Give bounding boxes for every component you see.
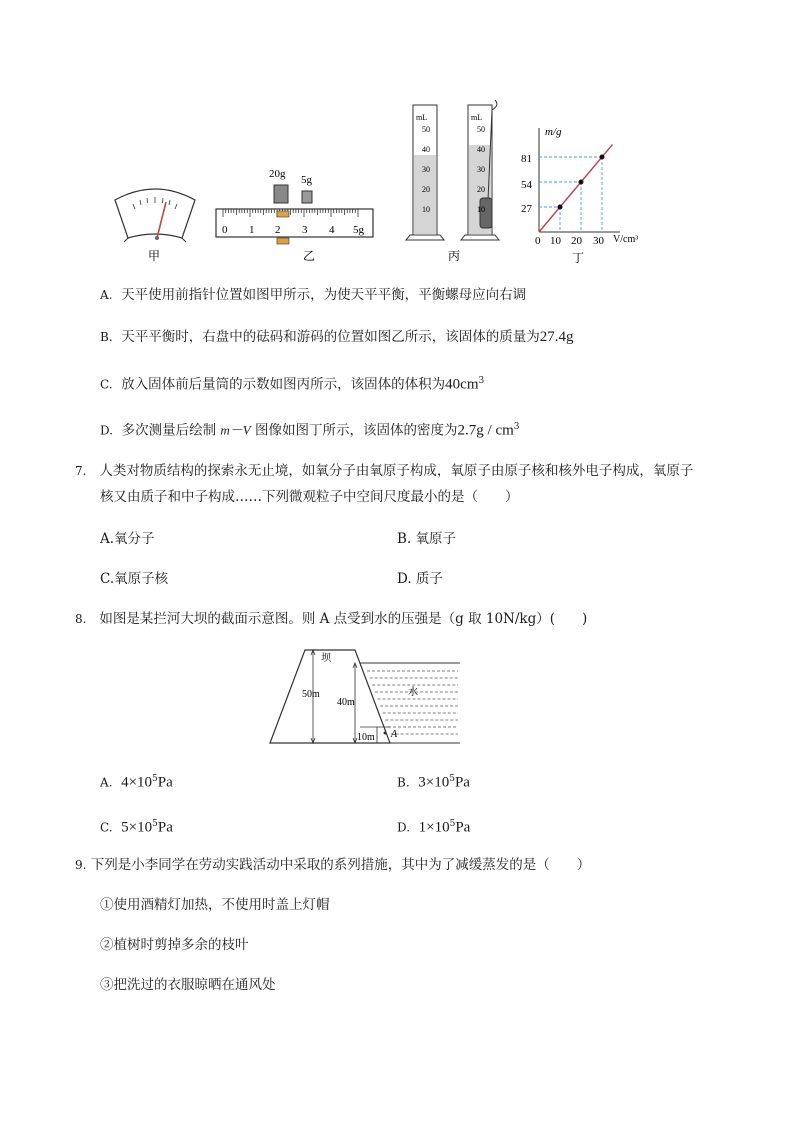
q7-option-b: B. 氧原子 <box>397 531 457 547</box>
svg-text:mL: mL <box>416 113 428 122</box>
svg-text:0: 0 <box>222 224 228 236</box>
q6-option-b: B. 天平平衡时，右盘中的砝码和游码的位置如图乙所示，该固体的质量为27.4g <box>100 329 574 345</box>
figure-yi-label: 乙 <box>303 249 316 263</box>
q7-stem-line2: 核又由质子和中子构成……下列微观粒子中空间尺度最小的是（ ） <box>100 489 519 505</box>
figure-bing <box>400 100 510 265</box>
q6-option-d: D. 多次测量后绘制 m－V 图像如图丁所示，该固体的密度为$2.7g / cm^3$ <box>100 422 520 439</box>
chart-xtick: 10 <box>550 235 561 247</box>
svg-text:40: 40 <box>477 145 485 154</box>
svg-text:50m: 50m <box>302 689 320 700</box>
chart-ylabel: m/g <box>545 126 562 138</box>
svg-text:30: 30 <box>422 165 430 174</box>
svg-text:3: 3 <box>302 224 308 236</box>
q8-option-c: C. $5\times 10^5Pa$ <box>100 819 173 836</box>
figure-jia <box>110 180 200 265</box>
q8-option-d: D. $1\times 10^5Pa$ <box>397 819 471 836</box>
svg-text:mL: mL <box>471 113 483 122</box>
q6-option-c: C. 放入固体前后量筒的示数如图丙所示，该固体的体积为$40cm^3$ <box>100 376 485 393</box>
svg-text:20: 20 <box>477 185 485 194</box>
q9-item-1: ①使用酒精灯加热，不使用时盖上灯帽 <box>100 897 330 913</box>
q9-item-3: ③把洗过的衣服晾晒在通风处 <box>100 977 276 993</box>
chart-xtick: 30 <box>593 235 604 247</box>
figure-ding-label: 丁 <box>572 251 585 265</box>
q8-stem: 8. 如图是某拦河大坝的截面示意图。则 A 点受到水的压强是（g 取 10N/kg）( ) <box>75 611 588 627</box>
svg-text:水: 水 <box>408 687 418 698</box>
q7-option-a: A.氧分子 <box>100 531 155 547</box>
figure-jia-label: 甲 <box>148 249 161 263</box>
svg-text:10m: 10m <box>357 732 375 743</box>
chart-xtick: 0 <box>535 235 541 247</box>
chart-ytick: 81 <box>521 153 532 165</box>
figure-yi <box>213 165 378 265</box>
svg-text:5g: 5g <box>353 224 364 236</box>
q7-option-d: D. 质子 <box>397 571 443 587</box>
svg-text:10: 10 <box>422 205 430 214</box>
data-point <box>600 155 605 160</box>
chart-ytick: 27 <box>521 203 532 215</box>
chart-xtick: 20 <box>571 235 582 247</box>
q6-option-a: A. 天平使用前指针位置如图甲所示，为使天平平衡，平衡螺母应向右调 <box>100 287 527 303</box>
q9-stem: 9. 下列是小李同学在劳动实践活动中采取的系列措施，其中为了减缓蒸发的是（ ） <box>75 857 591 873</box>
svg-text:40: 40 <box>422 145 430 154</box>
data-point <box>579 180 584 185</box>
q8-option-b: B. $3\times 10^5Pa$ <box>397 774 470 791</box>
svg-text:20g: 20g <box>269 168 286 180</box>
svg-text:2: 2 <box>275 224 281 236</box>
svg-text:50: 50 <box>422 125 430 134</box>
q8-option-a: A. $4\times 10^5Pa$ <box>100 774 173 791</box>
svg-text:10: 10 <box>477 205 485 214</box>
chart-ytick: 54 <box>521 179 532 191</box>
svg-text:40m: 40m <box>337 697 355 708</box>
figure-bing-label: 丙 <box>448 249 461 263</box>
svg-text:A: A <box>391 729 398 740</box>
svg-text:5g: 5g <box>301 174 312 186</box>
q8-dam-figure <box>265 645 465 750</box>
q7-option-c: C.氧原子核 <box>100 571 169 587</box>
svg-text:4: 4 <box>329 224 335 236</box>
chart-xlabel: V/cm³ <box>613 234 639 245</box>
svg-text:1: 1 <box>249 224 255 236</box>
figure-ding-chart <box>515 120 645 270</box>
q9-item-2: ②植树时剪掉多余的枝叶 <box>100 937 249 953</box>
svg-text:30: 30 <box>477 165 485 174</box>
svg-text:坝: 坝 <box>321 653 331 664</box>
data-point <box>558 205 563 210</box>
q7-stem-line1: 7. 人类对物质结构的探索永无止境，如氧分子由氧原子构成，氧原子由原子核和核外电子构成，氧原子 <box>75 463 694 479</box>
svg-text:20: 20 <box>422 185 430 194</box>
svg-text:50: 50 <box>477 125 485 134</box>
